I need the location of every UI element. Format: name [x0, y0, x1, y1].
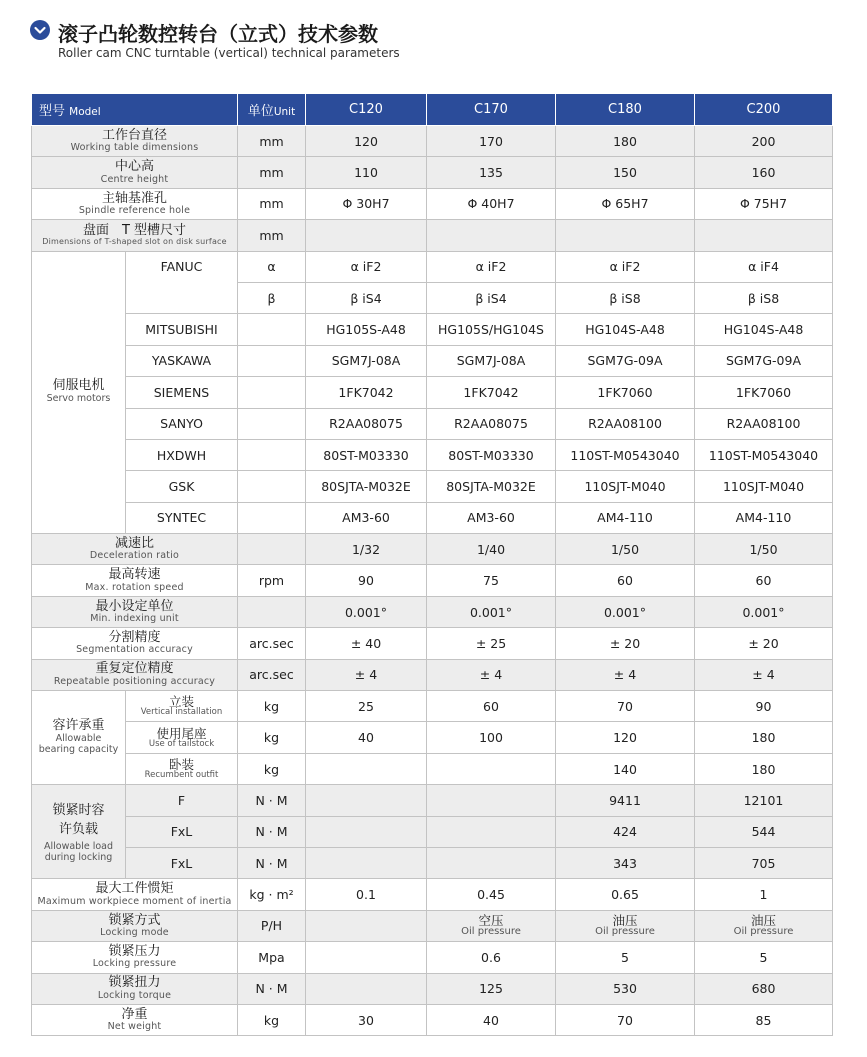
value-cell: 424	[556, 816, 695, 847]
table-row	[32, 816, 833, 847]
value-cell: 9411	[556, 785, 695, 816]
row-label: 最小设定单位 Min. indexing unit	[32, 596, 238, 627]
brand-label: HXDWH	[126, 439, 238, 470]
value-cell: 1/50	[695, 534, 833, 565]
sub-label: 卧装 Recumbent outfit	[126, 753, 238, 784]
row-label: 锁紧方式 Locking mode	[32, 910, 238, 941]
unit-cell	[238, 345, 306, 376]
value-cell: R2AA08075	[306, 408, 427, 439]
value-cell: 180	[695, 722, 833, 753]
value-cell: 180	[556, 126, 695, 157]
value-cell	[306, 816, 427, 847]
value-cell: β iS4	[306, 282, 427, 313]
table-row	[32, 879, 833, 910]
unit-cell: kg	[238, 691, 306, 722]
value-cell: 200	[695, 126, 833, 157]
value-cell: 0.001°	[306, 596, 427, 627]
table-row	[32, 659, 833, 690]
value-cell: 100	[427, 722, 556, 753]
table-row	[32, 251, 833, 282]
row-label: 减速比 Deceleration ratio	[32, 534, 238, 565]
value-cell: SGM7J-08A	[427, 345, 556, 376]
value-cell: ± 20	[695, 628, 833, 659]
value-cell: HG104S-A48	[556, 314, 695, 345]
value-cell: 705	[695, 847, 833, 878]
value-cell: 0.65	[556, 879, 695, 910]
table-row	[32, 973, 833, 1004]
value-cell: Φ 40H7	[427, 188, 556, 219]
value-cell: 90	[695, 691, 833, 722]
value-cell: AM4-110	[556, 502, 695, 533]
col-header-c120: C120	[306, 94, 427, 126]
value-cell: 135	[427, 157, 556, 188]
table-row	[32, 345, 833, 376]
bearing-group-label: 容许承重 Allowable bearing capacity	[32, 691, 126, 785]
value-cell: HG105S-A48	[306, 314, 427, 345]
table-row	[32, 596, 833, 627]
value-cell: 1/50	[556, 534, 695, 565]
brand-label: YASKAWA	[126, 345, 238, 376]
table-row	[32, 126, 833, 157]
value-cell: β iS4	[427, 282, 556, 313]
value-cell	[427, 816, 556, 847]
sub-label: F	[126, 785, 238, 816]
value-cell: 85	[695, 1004, 833, 1035]
table-row	[32, 471, 833, 502]
unit-cell: α	[238, 251, 306, 282]
value-cell	[695, 220, 833, 251]
unit-cell: β	[238, 282, 306, 313]
row-label: 中心高 Centre height	[32, 157, 238, 188]
value-cell: 5	[556, 942, 695, 973]
unit-cell	[238, 314, 306, 345]
table-row	[32, 408, 833, 439]
value-cell	[427, 847, 556, 878]
table-row	[32, 847, 833, 878]
value-cell: AM4-110	[695, 502, 833, 533]
row-label: 最大工件惯矩 Maximum workpiece moment of inertia	[32, 879, 238, 910]
value-cell: 90	[306, 565, 427, 596]
brand-label: GSK	[126, 471, 238, 502]
value-cell: 60	[695, 565, 833, 596]
row-label: 分割精度 Segmentation accuracy	[32, 628, 238, 659]
value-cell: 40	[306, 722, 427, 753]
brand-label: MITSUBISHI	[126, 314, 238, 345]
value-cell	[306, 847, 427, 878]
value-cell: 1/40	[427, 534, 556, 565]
unit-cell: P/H	[238, 910, 306, 941]
row-label: 锁紧扭力 Locking torque	[32, 973, 238, 1004]
value-cell: 110ST-M0543040	[556, 439, 695, 470]
value-cell: SGM7J-08A	[306, 345, 427, 376]
value-cell: ± 25	[427, 628, 556, 659]
value-cell: 80SJTA-M032E	[427, 471, 556, 502]
value-cell: 0.001°	[695, 596, 833, 627]
value-cell: 油压 Oil pressure	[556, 910, 695, 941]
unit-cell: N · M	[238, 816, 306, 847]
value-cell: β iS8	[556, 282, 695, 313]
value-cell: ± 40	[306, 628, 427, 659]
value-cell: ± 4	[695, 659, 833, 690]
value-cell: ± 4	[556, 659, 695, 690]
unit-cell	[238, 439, 306, 470]
unit-cell: kg	[238, 1004, 306, 1035]
sub-label: 立装 Vertical installation	[126, 691, 238, 722]
value-cell: 0.001°	[427, 596, 556, 627]
table-row	[32, 314, 833, 345]
table-row	[32, 157, 833, 188]
table-row	[32, 534, 833, 565]
value-cell: ± 4	[427, 659, 556, 690]
brand-label: SIEMENS	[126, 377, 238, 408]
unit-cell	[238, 596, 306, 627]
unit-cell: rpm	[238, 565, 306, 596]
unit-cell	[238, 377, 306, 408]
value-cell: 油压 Oil pressure	[695, 910, 833, 941]
value-cell: 12101	[695, 785, 833, 816]
value-cell: 0.001°	[556, 596, 695, 627]
value-cell: 110SJT-M040	[695, 471, 833, 502]
table-row	[32, 565, 833, 596]
value-cell: 1FK7042	[427, 377, 556, 408]
unit-cell: N · M	[238, 785, 306, 816]
value-cell: R2AA08100	[695, 408, 833, 439]
table-row	[32, 753, 833, 784]
value-cell	[427, 220, 556, 251]
table-header-row	[32, 94, 833, 126]
value-cell	[427, 753, 556, 784]
unit-cell: kg	[238, 753, 306, 784]
value-cell: 5	[695, 942, 833, 973]
value-cell: 1FK7060	[695, 377, 833, 408]
unit-cell	[238, 408, 306, 439]
col-header-c200: C200	[695, 94, 833, 126]
unit-cell: Mpa	[238, 942, 306, 973]
value-cell: 110	[306, 157, 427, 188]
value-cell: 60	[556, 565, 695, 596]
value-cell: 0.45	[427, 879, 556, 910]
unit-cell: mm	[238, 188, 306, 219]
table-row	[32, 439, 833, 470]
value-cell: 530	[556, 973, 695, 1004]
table-row	[32, 722, 833, 753]
value-cell: 1	[695, 879, 833, 910]
unit-cell: N · M	[238, 847, 306, 878]
value-cell: 75	[427, 565, 556, 596]
value-cell: 160	[695, 157, 833, 188]
lock-load-group-label: 锁紧时容 许负载 Allowable load during locking	[32, 785, 126, 879]
sub-label: 使用尾座 Use of tailstock	[126, 722, 238, 753]
value-cell	[306, 942, 427, 973]
brand-label: SANYO	[126, 408, 238, 439]
value-cell: 170	[427, 126, 556, 157]
unit-cell: mm	[238, 157, 306, 188]
row-label: 工作台直径 Working table dimensions	[32, 126, 238, 157]
col-header-unit: 单位Unit	[238, 94, 306, 126]
value-cell: α iF2	[306, 251, 427, 282]
sub-label: FxL	[126, 847, 238, 878]
value-cell: 70	[556, 1004, 695, 1035]
unit-cell: kg · m²	[238, 879, 306, 910]
value-cell: 0.1	[306, 879, 427, 910]
row-label: 盘面 T 型槽尺寸 Dimensions of T-shaped slot on disk surface	[32, 220, 238, 251]
value-cell: AM3-60	[427, 502, 556, 533]
value-cell: 60	[427, 691, 556, 722]
unit-cell	[238, 502, 306, 533]
unit-cell: arc.sec	[238, 628, 306, 659]
value-cell: 180	[695, 753, 833, 784]
table-row	[32, 942, 833, 973]
unit-cell: mm	[238, 220, 306, 251]
value-cell: SGM7G-09A	[556, 345, 695, 376]
value-cell: α iF2	[427, 251, 556, 282]
value-cell: SGM7G-09A	[695, 345, 833, 376]
value-cell: 80SJTA-M032E	[306, 471, 427, 502]
brand-label: FANUC	[126, 251, 238, 314]
row-label: 最高转速 Max. rotation speed	[32, 565, 238, 596]
spec-table	[31, 93, 833, 1036]
value-cell: 125	[427, 973, 556, 1004]
value-cell: β iS8	[695, 282, 833, 313]
row-label: 主轴基准孔 Spindle reference hole	[32, 188, 238, 219]
table-row	[32, 188, 833, 219]
unit-cell: arc.sec	[238, 659, 306, 690]
value-cell: ± 4	[306, 659, 427, 690]
value-cell: 1FK7042	[306, 377, 427, 408]
value-cell: R2AA08100	[556, 408, 695, 439]
chevron-down-circle-icon	[30, 20, 50, 40]
value-cell: HG104S-A48	[695, 314, 833, 345]
col-header-c170: C170	[427, 94, 556, 126]
page-subtitle: Roller cam CNC turntable (vertical) technical parameters	[58, 46, 400, 60]
sub-label: FxL	[126, 816, 238, 847]
value-cell: 空压 Oil pressure	[427, 910, 556, 941]
value-cell: 120	[306, 126, 427, 157]
value-cell: 680	[695, 973, 833, 1004]
table-row	[32, 1004, 833, 1035]
value-cell: 25	[306, 691, 427, 722]
table-row	[32, 220, 833, 251]
value-cell: Φ 75H7	[695, 188, 833, 219]
value-cell: α iF4	[695, 251, 833, 282]
col-header-c180: C180	[556, 94, 695, 126]
unit-cell: N · M	[238, 973, 306, 1004]
value-cell: 80ST-M03330	[306, 439, 427, 470]
value-cell: 140	[556, 753, 695, 784]
value-cell: 110SJT-M040	[556, 471, 695, 502]
value-cell: 544	[695, 816, 833, 847]
value-cell	[427, 785, 556, 816]
brand-label: SYNTEC	[126, 502, 238, 533]
value-cell	[306, 785, 427, 816]
servo-group-label: 伺服电机 Servo motors	[32, 251, 126, 534]
value-cell: 40	[427, 1004, 556, 1035]
unit-cell	[238, 471, 306, 502]
value-cell: 150	[556, 157, 695, 188]
value-cell: 30	[306, 1004, 427, 1035]
row-label: 净重 Net weight	[32, 1004, 238, 1035]
unit-cell: kg	[238, 722, 306, 753]
value-cell: R2AA08075	[427, 408, 556, 439]
unit-cell: mm	[238, 126, 306, 157]
value-cell: AM3-60	[306, 502, 427, 533]
row-label: 重复定位精度 Repeatable positioning accuracy	[32, 659, 238, 690]
value-cell	[306, 753, 427, 784]
value-cell	[306, 973, 427, 1004]
unit-cell	[238, 534, 306, 565]
value-cell: 0.6	[427, 942, 556, 973]
page-title: 滚子凸轮数控转台（立式）技术参数	[58, 22, 378, 46]
value-cell	[306, 910, 427, 941]
row-label: 锁紧压力 Locking pressure	[32, 942, 238, 973]
value-cell: 343	[556, 847, 695, 878]
value-cell	[556, 220, 695, 251]
value-cell: 1FK7060	[556, 377, 695, 408]
value-cell	[306, 220, 427, 251]
table-row	[32, 691, 833, 722]
value-cell: Φ 30H7	[306, 188, 427, 219]
table-row	[32, 910, 833, 941]
value-cell: Φ 65H7	[556, 188, 695, 219]
value-cell: 80ST-M03330	[427, 439, 556, 470]
table-row	[32, 628, 833, 659]
table-row	[32, 785, 833, 816]
value-cell: 70	[556, 691, 695, 722]
col-header-model: 型号 Model	[32, 94, 238, 126]
value-cell: ± 20	[556, 628, 695, 659]
table-row	[32, 377, 833, 408]
value-cell: 110ST-M0543040	[695, 439, 833, 470]
value-cell: 1/32	[306, 534, 427, 565]
value-cell: HG105S/HG104S	[427, 314, 556, 345]
value-cell: α iF2	[556, 251, 695, 282]
value-cell: 120	[556, 722, 695, 753]
table-row	[32, 502, 833, 533]
